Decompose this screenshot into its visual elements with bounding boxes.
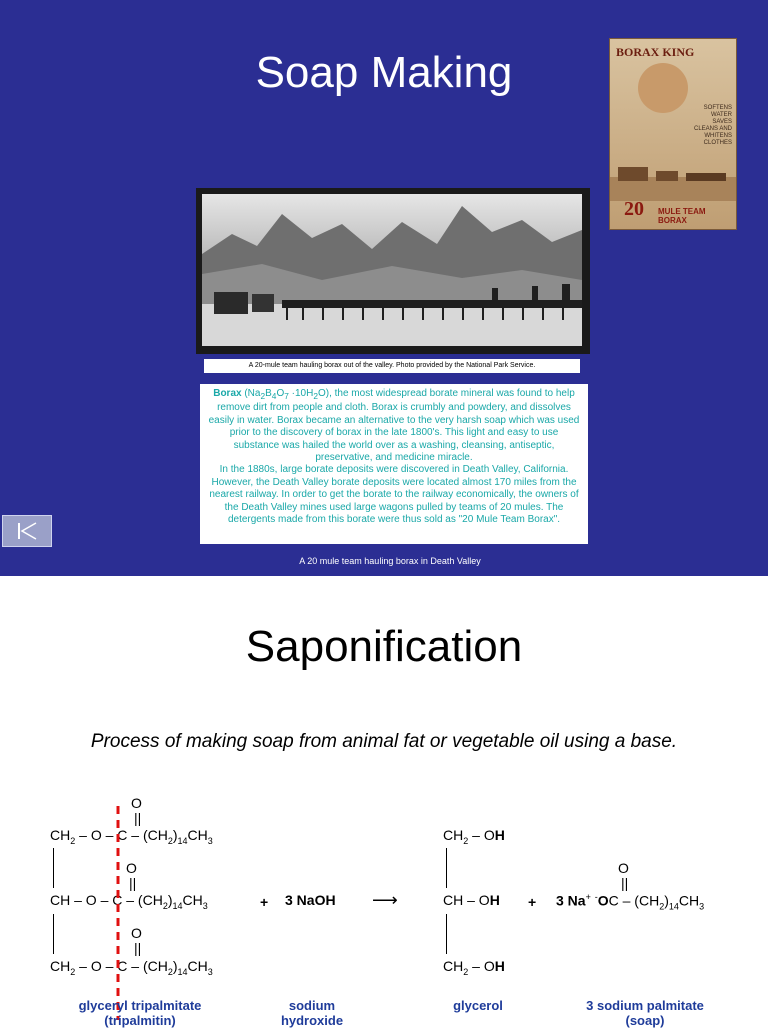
slide-title: Soap Making bbox=[255, 48, 513, 97]
chem-sub: 3 bbox=[207, 966, 213, 977]
bond-line bbox=[446, 914, 447, 954]
slide-bottom-caption: A 20 mule team hauling borax in Death Valley bbox=[299, 556, 481, 566]
chem-sub: 14 bbox=[177, 835, 188, 846]
poster-side-text: SOFTENS WATER SAVES CLEANS AND WHITENS CLOTHES bbox=[693, 105, 732, 146]
formula-part: O) bbox=[317, 388, 330, 399]
chem-part: O bbox=[597, 892, 609, 909]
reaction-arrow: ⟶ bbox=[372, 890, 398, 910]
plus-sign-1: + bbox=[260, 894, 269, 910]
back-nav-button[interactable] bbox=[2, 515, 52, 547]
chem-sub: 2 bbox=[70, 835, 76, 846]
chem-part: 3 Na bbox=[556, 892, 586, 909]
chem-part: CH bbox=[678, 892, 700, 909]
label-line: sodium bbox=[288, 998, 336, 1013]
chem-sup: - bbox=[594, 892, 598, 902]
mule-team-photo-drawing bbox=[202, 194, 582, 346]
mule-team-photo-frame bbox=[196, 188, 590, 354]
chem-sub: 3 bbox=[202, 900, 208, 911]
chem-part: ) bbox=[664, 892, 669, 909]
chem-sub: 2 bbox=[167, 966, 173, 977]
chem-part: ) bbox=[172, 827, 178, 843]
glycerol-row-2 bbox=[443, 892, 500, 908]
chem-part: CH bbox=[182, 892, 203, 908]
formula-sub: 2 bbox=[260, 391, 266, 401]
chem-sub: 2 bbox=[162, 900, 168, 911]
borax-lead: Borax bbox=[213, 388, 242, 399]
plus-sign-2: + bbox=[528, 894, 537, 910]
formula-part: O bbox=[276, 388, 285, 399]
label-line: hydroxide bbox=[280, 1013, 344, 1028]
borax-text-box bbox=[200, 384, 588, 544]
chem-sub: 2 bbox=[167, 835, 173, 846]
chem-part: – O bbox=[468, 958, 495, 974]
bond-line bbox=[53, 848, 54, 888]
poster-number: 20 bbox=[624, 198, 644, 220]
double-bond-soap: || bbox=[621, 875, 629, 891]
formula-sub: 4 bbox=[271, 391, 277, 401]
slide-subtitle: Process of making soap from animal fat or vegetable oil using a base. bbox=[90, 731, 678, 752]
formula-part: (Na bbox=[241, 388, 261, 399]
chem-part: CH bbox=[443, 827, 464, 843]
chem-sub: 2 bbox=[659, 901, 665, 912]
label-line: glyceryl tripalmitate bbox=[78, 998, 202, 1013]
chem-part: CH bbox=[443, 958, 464, 974]
chem-sub: 14 bbox=[177, 966, 188, 977]
label-glycerol: glycerol bbox=[453, 998, 503, 1013]
poster-girl-figure bbox=[638, 63, 688, 113]
double-bond-bot: || bbox=[134, 940, 142, 956]
bond-cut-line bbox=[110, 806, 122, 1020]
chem-part: CH bbox=[50, 827, 71, 843]
chem-h: H bbox=[494, 958, 505, 974]
chem-sub: 14 bbox=[668, 901, 679, 912]
reactant-row-3 bbox=[50, 958, 213, 977]
chem-sub: 2 bbox=[463, 966, 469, 977]
glycerol-row-3 bbox=[443, 958, 505, 977]
mule-team-photo bbox=[202, 194, 582, 346]
chem-part: – O – C – (CH bbox=[75, 827, 168, 843]
borax-paragraph-2: In the 1880s, large borate deposits were discovered in Death Valley, California. However, the Death Valley borate deposits were located almost 170 miles from the nearest railway. In order to get the borate to the railway economically, the owners of the Death Valley mines used large wagons pulled by teams of 20 mules. The detergents made from this borate were thus sold as "20 Mule Team Borax". bbox=[209, 464, 579, 526]
photo-caption: A 20-mule team hauling borax out of the valley. Photo provided by the National Park Service. bbox=[204, 359, 580, 373]
formula-part: ·10H bbox=[288, 388, 314, 399]
chem-sub: 3 bbox=[699, 901, 705, 912]
bond-line bbox=[53, 914, 54, 954]
borax-paragraph-1 bbox=[206, 388, 582, 464]
chem-sub: 3 bbox=[207, 835, 213, 846]
paragraph-1-text: , the most widespread borate mineral was found to help remove dirt from people and cloth. Borax is crumbly and powdery, and dissolves easily in water. Borax became an alternative to the very harsh soap which was used prior to the discovery of borax in the late 1800's. This light and easy to use substance was hailed the world over as a washing, cleansing, antiseptic, preservative, and medicine miracle. bbox=[208, 388, 580, 464]
chem-part: ) bbox=[172, 958, 178, 974]
reactant-row-1 bbox=[50, 827, 213, 846]
chem-part: CH – O – C – (CH bbox=[50, 892, 163, 908]
chem-sub: 2 bbox=[463, 835, 469, 846]
formula-sub: 7 bbox=[284, 391, 289, 401]
chem-sup: + bbox=[585, 892, 591, 902]
double-bond-top: || bbox=[134, 810, 142, 826]
chem-sub: 14 bbox=[172, 900, 183, 911]
reactant-o-bot: O bbox=[131, 925, 142, 941]
chem-part: CH bbox=[187, 958, 208, 974]
reactant-row-2 bbox=[50, 892, 208, 911]
soap-formula bbox=[556, 892, 704, 911]
chem-part: CH bbox=[187, 827, 208, 843]
formula-sub: 2 bbox=[313, 391, 318, 401]
chem-part: CH – O bbox=[443, 892, 490, 908]
bond-line bbox=[446, 848, 447, 888]
chem-part: ) bbox=[167, 892, 173, 908]
reactant-o-mid: O bbox=[126, 860, 137, 876]
label-line: (soap) bbox=[625, 1013, 665, 1028]
soap-o-top: O bbox=[618, 860, 629, 876]
naoh-formula: 3 NaOH bbox=[285, 892, 336, 908]
reactant-o-top: O bbox=[131, 795, 142, 811]
double-bond-mid: || bbox=[129, 875, 137, 891]
borax-poster-image bbox=[609, 38, 737, 230]
glycerol-row-1 bbox=[443, 827, 505, 846]
poster-top-text: BORAX KING bbox=[616, 45, 695, 59]
chem-part: – O bbox=[468, 827, 495, 843]
poster-bottom-text: MULE TEAM BORAX bbox=[658, 207, 706, 225]
label-line: (tripalmitin) bbox=[104, 1013, 176, 1028]
chem-part: C – (CH bbox=[608, 892, 660, 909]
skip-back-icon bbox=[14, 521, 40, 541]
slide-title-saponification: Saponification bbox=[245, 622, 523, 671]
chem-part: CH bbox=[50, 958, 71, 974]
label-line: 3 sodium palmitate bbox=[586, 998, 704, 1013]
formula-part: B bbox=[265, 388, 272, 399]
chem-h: H bbox=[489, 892, 500, 908]
chem-sub: 2 bbox=[70, 966, 76, 977]
chem-part: – O – C – (CH bbox=[75, 958, 168, 974]
chem-h: H bbox=[494, 827, 505, 843]
